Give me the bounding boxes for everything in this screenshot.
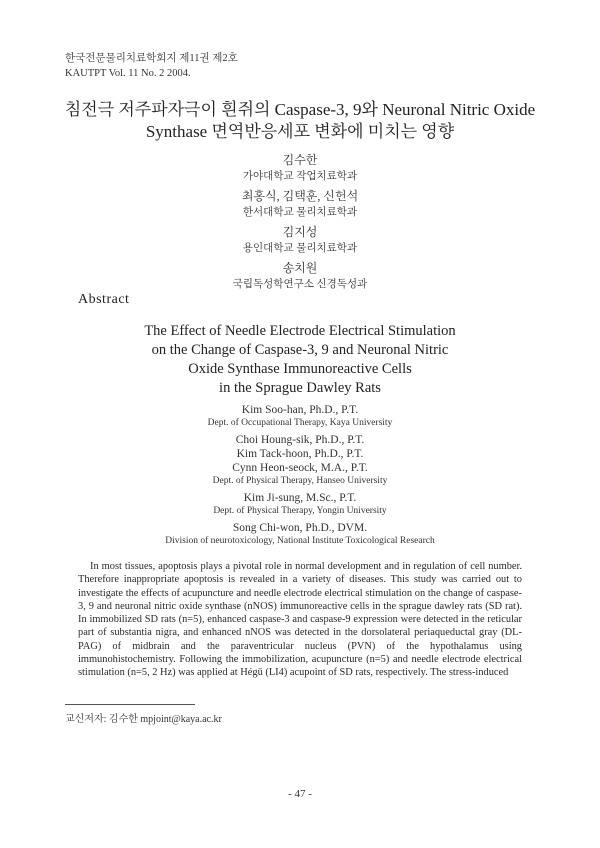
author-name-korean: 김지성 [282,225,318,239]
author-affiliation-english: Dept. of Physical Therapy, Hanseo University [212,476,388,486]
author-affiliation-korean: 가야대학교 작업치료학과 [242,171,358,182]
author-affiliation-korean: 국립독성학연구소 신경독성과 [232,279,368,290]
author-name-english: Song Chi-won, Ph.D., DVM. [232,522,368,534]
author-name-english: Cynn Heon-seock, M.A., P.T. [232,462,368,474]
author-name-english: Kim Tack-hoon, Ph.D., P.T. [236,448,364,460]
author-affiliation-korean: 한서대학교 물리치료학과 [242,207,358,218]
journal-name-korean: 한국전문물리치료학회지 제11권 제2호 [65,53,238,64]
author-name-korean: 최홍식, 김택훈, 신헌석 [241,189,359,203]
footnote-divider [65,704,195,705]
author-affiliation-english: Dept. of Physical Therapy, Yongin University [213,506,387,516]
korean-title [40,99,560,143]
journal-volume-info: KAUTPT Vol. 11 No. 2 2004. [65,68,191,79]
corresponding-author-footnote: 교신저자: 김수한 mpjoint@kaya.ac.kr [65,714,222,725]
korean-title-line: Synthase 면역반응세포 변화에 미치는 영향 [145,122,455,141]
korean-authors [0,152,600,296]
english-title-line: on the Change of Caspase-3, 9 and Neuronal Nitric [151,342,449,358]
author-affiliation-korean: 용인대학교 물리치료학과 [242,243,358,254]
page-number: - 47 - [288,788,312,800]
author-name-english: Kim Ji-sung, M.Sc., P.T. [243,492,357,504]
english-title [100,322,500,398]
english-title-line: The Effect of Needle Electrode Electrical Stimulation [144,323,456,339]
author-affiliation-english: Dept. of Occupational Therapy, Kaya University [207,418,393,428]
english-title-line: in the Sprague Dawley Rats [219,380,381,396]
author-name-english: Choi Houng-sik, Ph.D., P.T. [235,434,365,446]
author-name-korean: 송치원 [282,261,318,275]
author-affiliation-english: Division of neurotoxicology, National Institute Toxicological Research [165,536,435,546]
english-authors [60,403,540,551]
abstract-body [78,560,522,680]
korean-title-line: 침전극 저주파자극이 흰쥐의 Caspase-3, 9와 Neuronal Nitric Oxide [64,100,536,119]
author-name-english: Kim Soo-han, Ph.D., P.T. [241,404,359,416]
abstract-heading: Abstract [78,292,130,307]
abstract-paragraph: In most tissues, apoptosis plays a pivotal role in normal development and in regulation of cell number. Therefore inappropriate apoptosis is revealed in a variety of diseases. This study was carried out to investigate the effects of acupuncture and needle electrode electrical stimulation on the change of caspase-3, 9 and neuronal nitric oxide synthase (nNOS) immunoreactive cells in the sprague dawley rats (SD rat). In immobilized SD rats (n=5), enhanced caspase-3 and caspase-9 expression were detected in the reticular part of substantia nigra, and enhanced nNOS was detected in the dorsolateral periaqueductal gray (DL-PAG) of midbrain and the paraventricular nucleus (PVN) of the hypothalamus using immunohistochemistry. Following the immobilization, acupuncture (n=5) and needle electrode electrical stimulation (n=5, 2 Hz) was applied at Hégǔ (LI4) acupoint of SD rats, respectively. The stress-induced [78,561,522,679]
journal-header [65,51,238,81]
author-name-korean: 김수한 [282,153,318,167]
english-title-line: Oxide Synthase Immunoreactive Cells [188,361,412,377]
